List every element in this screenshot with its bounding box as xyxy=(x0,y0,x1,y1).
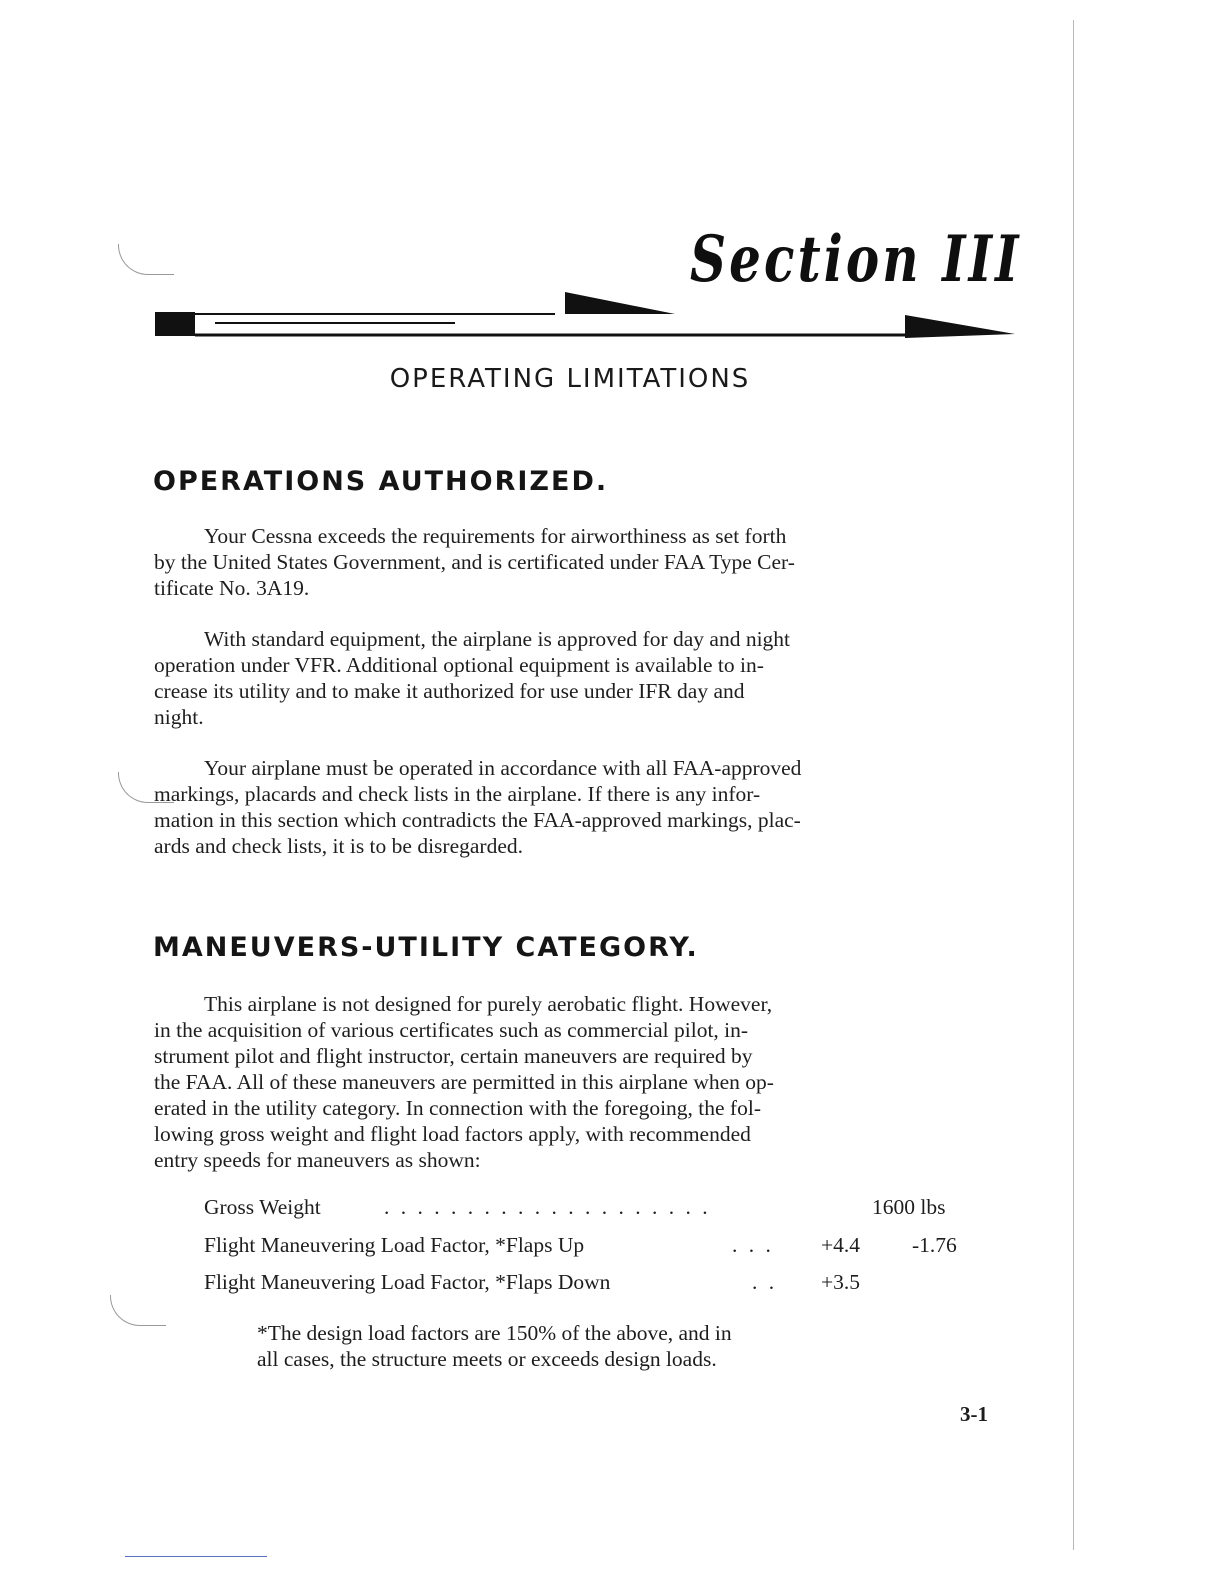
paragraph: Your airplane must be operated in accordance with all FAA-approved markings, placards and check lists in the airplane. If there is any infor- mation in this section which contradicts the FAA-approved markings, plac- ards and check lists, it is to be disregarded. xyxy=(154,756,802,858)
spec-leader: . . xyxy=(752,1270,778,1294)
page-edge-line xyxy=(1073,20,1074,1550)
paragraph: With standard equipment, the airplane is approved for day and night operation under VFR. Additional optional equipment is available to in- crease its utility and to make it authorized for use under IFR day and night. xyxy=(154,627,791,729)
heading-operations-authorized: OPERATIONS AUTHORIZED. xyxy=(153,466,609,497)
chapter-heading: OPERATING LIMITATIONS xyxy=(389,364,751,394)
section-title: Section III xyxy=(690,222,1022,297)
binder-hole-mark xyxy=(118,244,174,275)
spec-row-load-factor-flaps-down xyxy=(204,1270,984,1300)
spec-label: Flight Maneuvering Load Factor, *Flaps Up xyxy=(204,1233,585,1257)
scan-artifact-line xyxy=(125,1556,267,1557)
spec-leader: . . . xyxy=(732,1233,774,1257)
heading-maneuvers-utility: MANEUVERS-UTILITY CATEGORY. xyxy=(153,932,699,963)
spec-value: 1600 lbs xyxy=(872,1195,946,1219)
spec-row-gross-weight xyxy=(204,1195,984,1225)
spec-value: +4.4 xyxy=(821,1233,861,1257)
spec-label: Gross Weight xyxy=(204,1195,321,1219)
paragraph: Your Cessna exceeds the requirements for airworthiness as set forth by the United States Government, and is certificated under FAA Type Cer- tificate No. 3A19. xyxy=(154,524,795,600)
spec-value: +3.5 xyxy=(821,1270,861,1294)
spec-row-load-factor-flaps-up xyxy=(204,1233,984,1263)
section-arrow-rule xyxy=(155,292,1015,342)
binder-hole-mark xyxy=(110,1295,166,1326)
footnote: *The design load factors are 150% of the above, and in all cases, the structure meets or exceeds design loads. xyxy=(257,1321,732,1371)
spec-leader: . . . . . . . . . . . . . . . . . . . . xyxy=(384,1195,711,1219)
page-number: 3-1 xyxy=(960,1402,988,1426)
paragraph: This airplane is not designed for purely aerobatic flight. However, in the acquisition of various certificates such as commercial pilot, in- strument pilot and flight instructor, certain maneuvers are required by the FAA. All of these maneuvers are permitted in this airplane when op- erated in the utility category. In connection with the foregoing, the fol- lowing gross weight and flight load factors apply, with recommended entry speeds for maneuvers as shown: xyxy=(154,992,774,1172)
spec-value-negative: -1.76 xyxy=(912,1233,957,1257)
spec-label: Flight Maneuvering Load Factor, *Flaps Down xyxy=(204,1270,611,1294)
